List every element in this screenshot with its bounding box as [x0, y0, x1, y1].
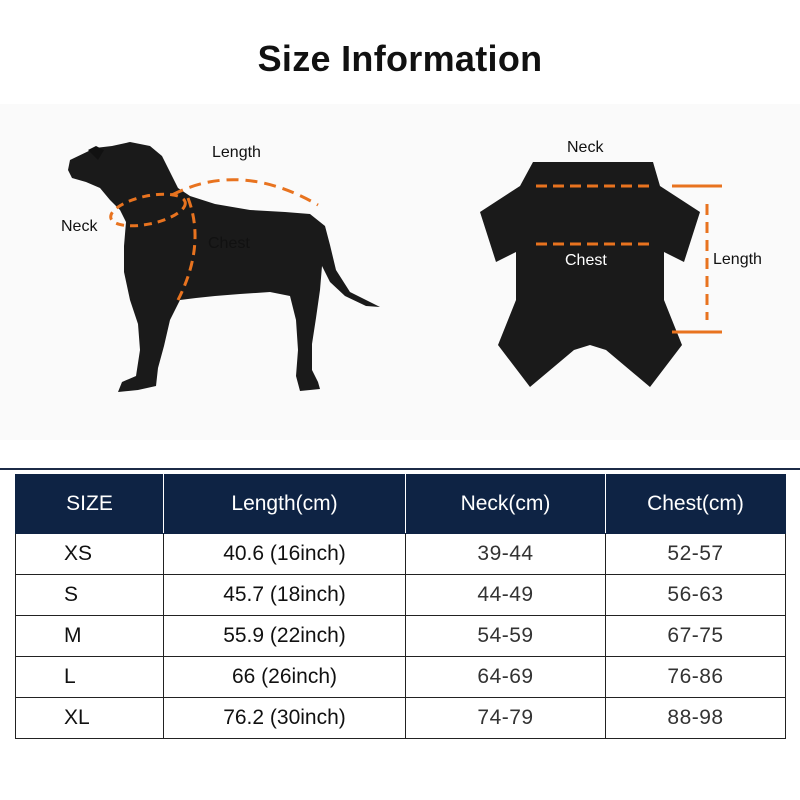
chest-cell: 56-63 [606, 575, 786, 616]
length-cell: 40.6 (16inch) [164, 534, 406, 575]
neck-cell: 54-59 [406, 616, 606, 657]
dog-chest-label: Chest [208, 235, 250, 252]
section-divider [0, 468, 800, 470]
chest-cell: 67-75 [606, 616, 786, 657]
table-row [16, 575, 786, 616]
dog-silhouette-icon [68, 142, 380, 392]
table-row [16, 657, 786, 698]
table-row [16, 534, 786, 575]
header-chest: Chest(cm) [606, 475, 786, 534]
size-cell: XS [16, 534, 164, 575]
size-table [15, 474, 786, 739]
neck-cell: 64-69 [406, 657, 606, 698]
length-cell: 45.7 (18inch) [164, 575, 406, 616]
garment-length-label: Length [713, 251, 762, 268]
neck-cell: 39-44 [406, 534, 606, 575]
header-size: SIZE [16, 475, 164, 534]
neck-cell: 44-49 [406, 575, 606, 616]
page-title: Size Information [257, 38, 543, 79]
table-row [16, 698, 786, 739]
garment-silhouette-icon [480, 162, 700, 387]
length-cell: 55.9 (22inch) [164, 616, 406, 657]
header-neck: Neck(cm) [406, 475, 606, 534]
size-cell: M [16, 616, 164, 657]
chest-cell: 52-57 [606, 534, 786, 575]
length-cell: 66 (26inch) [164, 657, 406, 698]
table-row [16, 616, 786, 657]
size-cell: XL [16, 698, 164, 739]
dog-length-label: Length [212, 144, 261, 161]
size-cell: L [16, 657, 164, 698]
table-header-row [16, 475, 786, 534]
neck-cell: 74-79 [406, 698, 606, 739]
dog-neck-label: Neck [61, 218, 98, 235]
chest-cell: 76-86 [606, 657, 786, 698]
garment-chest-label: Chest [565, 252, 607, 269]
garment-neck-label: Neck [567, 139, 604, 156]
length-cell: 76.2 (30inch) [164, 698, 406, 739]
size-cell: S [16, 575, 164, 616]
chest-cell: 88-98 [606, 698, 786, 739]
header-length: Length(cm) [164, 475, 406, 534]
